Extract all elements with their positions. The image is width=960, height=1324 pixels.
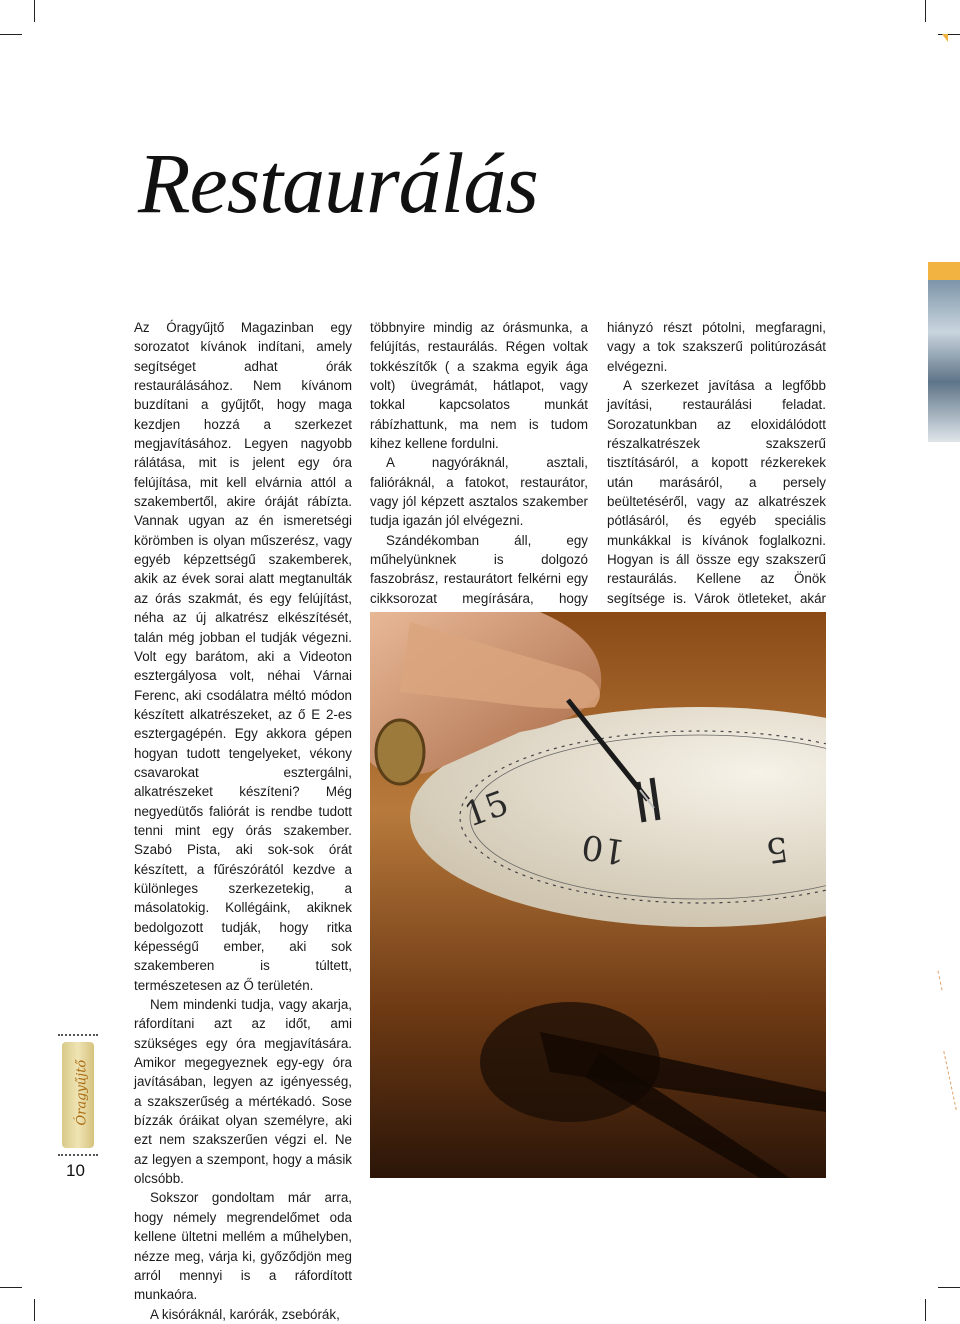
dotted-rule (58, 1154, 98, 1156)
paragraph: Nem mindenki tudja, vagy akarja, ráfordítani azt az időt, ami szükséges egy óra megjavítására. Amikor megegyeznek egy-egy óra javításában, legyen az igényesség, a szakszerűség a mértékadó. Sose bízzák óráikat olyan személyre, aki ezt nem szakszerűen végzi el. Ne az legyen a szempont, hogy a másik olcsóbb. (134, 997, 352, 1187)
paragraph: Sokszor gondoltam már arra, hogy némely megrendelőmet oda kellene ültetni mellém a műhelyben, nézze meg, várja ki, győződjön meg arról mennyi is a ráfordított munkaóra. (134, 1190, 352, 1303)
text-column-1 (134, 318, 352, 1324)
paragraph: A szerkezet javítása a legfőbb javítási, restaurálási feladat. Sorozatunkban az eloxidálódott részalkatrészek szakszerű tisztításáról, a kopott rézkerekek után marásáról, a persely beültetéséről, vagy az alkatrészek pótlásáról, és egyéb speciális munkákkal is kívánok foglalkozni. Hogyan is áll össze egy szakszerű restaurálás. Kellene az Önök segítsége is. Várok ötleteket, akár (607, 378, 826, 606)
page-title: Restaurálás (138, 135, 538, 231)
crop-mark (34, 0, 35, 22)
paragraph: hiányzó részt pótolni, megfaragni, vagy a tok szakszerű politúrozását elvégezni. (607, 320, 826, 374)
edge-dash (943, 1051, 956, 1110)
crop-mark (34, 1299, 35, 1321)
dotted-rule (58, 1034, 98, 1036)
paragraph: Szándékomban áll, egy műhelyünknek is dolgozó faszobrász, restaurátort felkérni egy cikksorozat megírására, hogy (370, 532, 588, 606)
crop-mark (925, 0, 926, 22)
paragraph: többnyire mindig az órásmunka, a felújítás, restaurálás. Régen voltak tokkészítők ( a szakma egyik ága volt) üvegrámát, hátlapot, vagy tokkal kapcsolatos munkát rábízhattunk, ma nem is tudom kihez kellene fordulni. (370, 320, 588, 452)
text-column-2 (370, 318, 588, 628)
dial-number-15: 15 (459, 783, 514, 836)
clock-dial-photo (370, 612, 826, 1178)
corner-mark (942, 34, 948, 42)
dial-number-5: 5 (763, 827, 791, 871)
paragraph: A nagyóráknál, asztali, falióráknál, a fatokot, restaurátor, vagy jól képzett asztalos szakember tudja igazán jól elvégezni. (370, 455, 588, 529)
crop-mark (925, 1299, 926, 1321)
ring (376, 720, 424, 784)
page-number: 10 (66, 1161, 85, 1180)
paragraph: Az Óragyűjtő Magazinban egy sorozatot kívánok indítani, amely segítséget adhat órák restaurálásához. Nem kívánom buzdítani a gyűjtőt, hogy maga kezdjen hozzá a szerkezet megjavításához. Legyen nagyobb rálátása, mit is jelent egy óra felújítása, mit kell elvárnia attól a szakembertől, akire óráját rábízta. Vannak ugyan az én ismeretségi körömben is olyan műszerész, vagy egyéb képzettségű szakemberek, akik az évek sorai alatt megtanulták az órás szakmát, és egy felújítást, néha az új alkatrész elkészítését, talán még jobban el tudják végezni. Volt egy barátom, aki a Videoton esztergályosa volt, néhai Várnai Ferenc, aki csodálatra méltó módon készített alkatrészeket, az ő E 2-es esztergagépén. Egy akkora gépen hogyan tudott tengelyeket, vékony csavarokat esztergálni, alkatrészeket készíteni? Még negyedütős faliórát is rendbe tudott tenni mint egy órás szakember. Szabó Pista, aki sok-sok órát készített, a fűrészórától kezdve a különleges szerkezetekig, a másolatokig. Kollégáink, akiknek bedolgozott tudják, hogy ritka képességű ember, aki sok szakemberen is túltett, természetesen az Ő területén. (134, 320, 352, 993)
text-column-3 (607, 318, 826, 647)
edge-photo-strip (928, 262, 960, 442)
magazine-logo: Óragyűjtő (74, 1059, 90, 1126)
dial-number-10: 10 (579, 825, 628, 872)
paragraph: A kisóráknál, karórák, zsebórák, (150, 1306, 340, 1322)
crop-mark (0, 1287, 22, 1288)
edge-dash (937, 971, 942, 991)
crop-mark (938, 1287, 960, 1288)
crop-mark (0, 34, 22, 35)
